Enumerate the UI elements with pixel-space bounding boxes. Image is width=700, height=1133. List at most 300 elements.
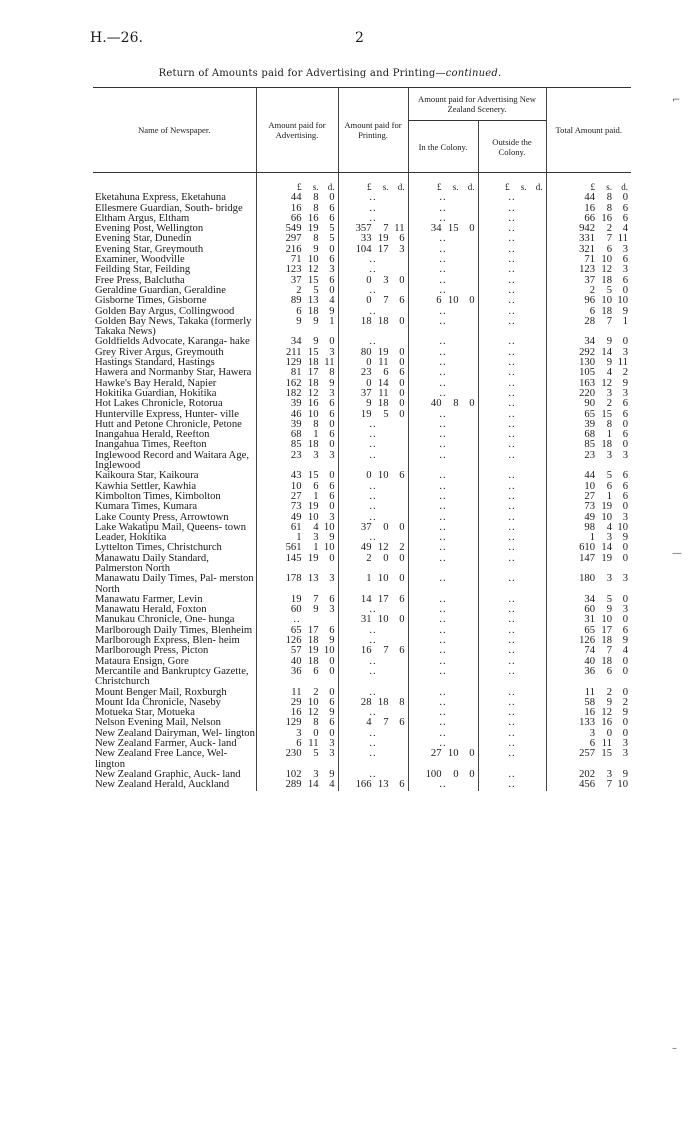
- newspaper-name: Goldfields Advocate, Karanga- hake: [95, 337, 250, 348]
- amount-out: ..: [478, 399, 546, 409]
- newspaper-name: New Zealand Free Lance, Wel- lington: [95, 749, 228, 770]
- amount-prn: 357 7 11: [338, 224, 408, 234]
- amount-in: ..: [408, 688, 478, 698]
- table-row: [93, 595, 631, 605]
- newspaper-name: Grey River Argus, Greymouth: [95, 347, 224, 358]
- amount-in: ..: [408, 636, 478, 646]
- amount-in: ..: [408, 646, 478, 656]
- table-row: [93, 420, 631, 430]
- amount-in: ..: [408, 245, 478, 255]
- table-row: [93, 440, 631, 450]
- amount-prn: ..: [338, 193, 408, 203]
- amount-in: ..: [408, 451, 478, 472]
- amount-in: ..: [408, 492, 478, 502]
- amount-prn: ..: [338, 502, 408, 512]
- amount-adv: 11 2 0: [256, 688, 338, 698]
- amount-prn: 0 7 6: [338, 296, 408, 306]
- amount-adv: 68 1 6: [256, 430, 338, 440]
- amount-adv: 39 8 0: [256, 420, 338, 430]
- amount-prn: 28 18 8: [338, 698, 408, 708]
- amount-tot: 163 12 9: [546, 379, 631, 389]
- column-header-printing: Amount paid for Printing.: [338, 88, 408, 173]
- newspaper-name: Manawatu Daily Times, Pal- merston North: [95, 574, 254, 595]
- amount-prn: ..: [338, 626, 408, 636]
- table-title-main: Return of Amounts paid for Advertising and Printing—: [158, 68, 446, 79]
- amount-in: ..: [408, 307, 478, 317]
- amount-adv: 39 16 6: [256, 399, 338, 409]
- amount-adv: 43 15 0: [256, 471, 338, 481]
- amount-tot: 27 1 6: [546, 492, 631, 502]
- amount-out: ..: [478, 667, 546, 688]
- amount-tot: 3 0 0: [546, 729, 631, 739]
- amount-prn: ..: [338, 482, 408, 492]
- newspaper-name: Manukau Chronicle, One- hunga: [95, 615, 235, 626]
- amount-in: ..: [408, 523, 478, 533]
- amount-in: ..: [408, 430, 478, 440]
- table-row: [93, 523, 631, 533]
- amount-tot: 126 18 9: [546, 636, 631, 646]
- newspaper-name: Hot Lakes Chronicle, Rotorua: [95, 399, 223, 410]
- amount-in: ..: [408, 204, 478, 214]
- amount-in: ..: [408, 471, 478, 481]
- amount-tot: 34 9 0: [546, 337, 631, 347]
- amount-adv: 129 18 11: [256, 358, 338, 368]
- amount-in: ..: [408, 358, 478, 368]
- amount-adv: 216 9 0: [256, 245, 338, 255]
- amount-adv: 85 18 0: [256, 440, 338, 450]
- newspaper-name: Manawatu Herald, Foxton: [95, 605, 207, 616]
- newspaper-name: Golden Bay News, Takaka (formerly Takaka News): [95, 316, 252, 338]
- amount-out: ..: [478, 245, 546, 255]
- amount-out: ..: [478, 718, 546, 728]
- amount-tot: 105 4 2: [546, 368, 631, 378]
- amount-in: ..: [408, 420, 478, 430]
- amount-in: ..: [408, 543, 478, 553]
- amount-in: ..: [408, 502, 478, 512]
- amount-out: ..: [478, 389, 546, 399]
- newspaper-name: Marlborough Daily Times, Blenheim: [95, 625, 253, 636]
- amount-adv: 182 12 3: [256, 389, 338, 399]
- amount-out: ..: [478, 234, 546, 244]
- table-row: [93, 749, 631, 770]
- newspaper-name: Eltham Argus, Eltham: [95, 213, 190, 224]
- newspaper-name: Feilding Star, Feilding: [95, 265, 191, 276]
- column-header-outside-colony: Outside the Colony.: [478, 121, 546, 173]
- table-row: [93, 729, 631, 739]
- table-row: [93, 502, 631, 512]
- amount-tot: 39 8 0: [546, 420, 631, 430]
- amount-prn: ..: [338, 513, 408, 523]
- amount-out: ..: [478, 698, 546, 708]
- amount-out: ..: [478, 296, 546, 306]
- amount-in: ..: [408, 533, 478, 543]
- amount-out: ..: [478, 193, 546, 203]
- amount-prn: 16 7 6: [338, 646, 408, 656]
- document-reference: H.—26.: [90, 30, 143, 46]
- newspaper-name: Inglewood Record and Waitara Age, Inglewood: [95, 450, 249, 472]
- amount-adv: 89 13 4: [256, 296, 338, 306]
- amount-tot: 456 7 10: [546, 780, 631, 790]
- amount-in: ..: [408, 193, 478, 203]
- table-row: [93, 626, 631, 636]
- amount-adv: 6 11 3: [256, 739, 338, 749]
- amount-in: 100 0 0: [408, 770, 478, 780]
- amount-out: ..: [478, 358, 546, 368]
- column-header-in-colony: In the Colony.: [408, 121, 478, 173]
- amount-prn: ..: [338, 204, 408, 214]
- amount-adv: 297 8 5: [256, 234, 338, 244]
- amount-out: ..: [478, 471, 546, 481]
- amount-prn: ..: [338, 729, 408, 739]
- amount-out: ..: [478, 626, 546, 636]
- amount-tot: 292 14 3: [546, 348, 631, 358]
- amount-prn: ..: [338, 420, 408, 430]
- table-row: [93, 317, 631, 338]
- amount-tot: 98 4 10: [546, 523, 631, 533]
- amount-tot: 90 2 6: [546, 399, 631, 409]
- amount-adv: 9 9 1: [256, 317, 338, 338]
- table-row: [93, 389, 631, 399]
- amount-out: ..: [478, 482, 546, 492]
- amount-adv: 44 8 0: [256, 193, 338, 203]
- amount-prn: ..: [338, 657, 408, 667]
- amount-adv: 57 19 10: [256, 646, 338, 656]
- newspaper-name: Lake Wakatipu Mail, Queens- town: [95, 522, 247, 533]
- newspaper-name: Examiner, Woodville: [95, 255, 185, 266]
- table-row: [93, 430, 631, 440]
- amount-out: ..: [478, 523, 546, 533]
- amount-in: ..: [408, 276, 478, 286]
- newspaper-name: Inangahua Herald, Reefton: [95, 430, 210, 441]
- amount-out: ..: [478, 379, 546, 389]
- amount-out: ..: [478, 739, 546, 749]
- amount-out: ..: [478, 770, 546, 780]
- amount-in: ..: [408, 410, 478, 420]
- amount-prn: 23 6 6: [338, 368, 408, 378]
- amount-adv: 211 15 3: [256, 348, 338, 358]
- table-row: [93, 471, 631, 481]
- amount-adv: 16 12 9: [256, 708, 338, 718]
- amount-adv: 19 7 6: [256, 595, 338, 605]
- amount-prn: ..: [338, 533, 408, 543]
- amount-adv: 129 8 6: [256, 718, 338, 728]
- newspaper-name: Kaikoura Star, Kaikoura: [95, 471, 199, 482]
- amount-adv: 49 10 3: [256, 513, 338, 523]
- table-row: [93, 482, 631, 492]
- amount-adv: 60 9 3: [256, 605, 338, 615]
- amount-tot: 130 9 11: [546, 358, 631, 368]
- amount-tot: 6 18 9: [546, 307, 631, 317]
- amount-tot: 147 19 0: [546, 554, 631, 575]
- newspaper-name: Hastings Standard, Hastings: [95, 358, 215, 369]
- newspaper-name: Hawke's Bay Herald, Napier: [95, 378, 217, 389]
- amount-in: ..: [408, 574, 478, 595]
- amount-in: ..: [408, 317, 478, 338]
- amount-adv: 230 5 3: [256, 749, 338, 770]
- amount-adv: 46 10 6: [256, 410, 338, 420]
- amount-tot: 6 11 3: [546, 739, 631, 749]
- newspaper-name: Motueka Star, Motueka: [95, 708, 195, 719]
- column-header-name: Name of Newspaper.: [93, 88, 256, 173]
- amount-in: ..: [408, 482, 478, 492]
- newspaper-name: Lake County Press, Arrowtown: [95, 512, 229, 523]
- amount-tot: 16 8 6: [546, 204, 631, 214]
- newspaper-name: Hutt and Petone Chronicle, Petone: [95, 419, 242, 430]
- amount-adv: 102 3 9: [256, 770, 338, 780]
- amount-in: ..: [408, 780, 478, 790]
- table-row: [93, 646, 631, 656]
- amount-adv: 61 4 10: [256, 523, 338, 533]
- table-row: [93, 286, 631, 296]
- amount-prn: 166 13 6: [338, 780, 408, 790]
- amount-in: 34 15 0: [408, 224, 478, 234]
- amount-adv: 71 10 6: [256, 255, 338, 265]
- amount-tot: 16 12 9: [546, 708, 631, 718]
- amount-tot: 49 10 3: [546, 513, 631, 523]
- amount-adv: 10 6 6: [256, 482, 338, 492]
- table-row: [93, 657, 631, 667]
- amount-prn: ..: [338, 739, 408, 749]
- amount-prn: ..: [338, 605, 408, 615]
- amount-out: ..: [478, 410, 546, 420]
- amount-out: ..: [478, 657, 546, 667]
- amount-adv: ..: [256, 615, 338, 625]
- amount-out: ..: [478, 646, 546, 656]
- amount-tot: 133 16 0: [546, 718, 631, 728]
- amount-tot: 321 6 3: [546, 245, 631, 255]
- newspaper-name: New Zealand Dairyman, Wel- lington: [95, 728, 255, 739]
- amount-adv: 549 19 5: [256, 224, 338, 234]
- amount-adv: 40 18 0: [256, 657, 338, 667]
- amount-tot: 11 2 0: [546, 688, 631, 698]
- amount-adv: 6 18 9: [256, 307, 338, 317]
- amount-tot: 44 8 0: [546, 193, 631, 203]
- newspaper-name: Kumara Times, Kumara: [95, 502, 198, 513]
- amount-in: ..: [408, 708, 478, 718]
- newspaper-name: Marlborough Press, Picton: [95, 646, 209, 657]
- amount-out: ..: [478, 492, 546, 502]
- amount-out: ..: [478, 780, 546, 790]
- newspaper-name: Mount Ida Chronicle, Naseby: [95, 697, 221, 708]
- amount-out: ..: [478, 214, 546, 224]
- amount-prn: 0 11 0: [338, 358, 408, 368]
- amount-tot: 68 1 6: [546, 430, 631, 440]
- newspaper-name: Golden Bay Argus, Collingwood: [95, 306, 235, 317]
- table-row: [93, 276, 631, 286]
- table-row: [93, 780, 631, 790]
- amount-prn: ..: [338, 749, 408, 770]
- amount-out: ..: [478, 255, 546, 265]
- amount-tot: 331 7 11: [546, 234, 631, 244]
- amount-out: ..: [478, 554, 546, 575]
- amount-adv: 126 18 9: [256, 636, 338, 646]
- amount-prn: ..: [338, 265, 408, 275]
- amount-in: ..: [408, 368, 478, 378]
- amount-tot: 40 18 0: [546, 657, 631, 667]
- amount-in: ..: [408, 595, 478, 605]
- amount-prn: 19 5 0: [338, 410, 408, 420]
- newspaper-name: Hawera and Normanby Star, Hawera: [95, 368, 252, 379]
- amount-adv: 34 9 0: [256, 337, 338, 347]
- amount-out: ..: [478, 204, 546, 214]
- amount-tot: 36 6 0: [546, 667, 631, 688]
- table-row: [93, 193, 631, 203]
- newspaper-name: Mataura Ensign, Gore: [95, 656, 189, 667]
- newspaper-name: Geraldine Guardian, Geraldine: [95, 285, 226, 296]
- amount-tot: 65 15 6: [546, 410, 631, 420]
- amount-adv: 561 1 10: [256, 543, 338, 553]
- amount-prn: ..: [338, 708, 408, 718]
- amount-out: ..: [478, 348, 546, 358]
- amount-adv: 37 15 6: [256, 276, 338, 286]
- amount-out: ..: [478, 265, 546, 275]
- newspaper-name: Evening Star, Greymouth: [95, 244, 204, 255]
- newspaper-name: Inangahua Times, Reefton: [95, 440, 207, 451]
- amount-in: ..: [408, 513, 478, 523]
- table-row: [93, 410, 631, 420]
- column-header-advertising: Amount paid for Advertising.: [256, 88, 338, 173]
- amount-adv: 1 3 9: [256, 533, 338, 543]
- amount-out: ..: [478, 307, 546, 317]
- margin-mark: ⌐: [672, 95, 681, 106]
- table-row: [93, 368, 631, 378]
- amount-prn: 14 17 6: [338, 595, 408, 605]
- amount-in: ..: [408, 379, 478, 389]
- amount-out: ..: [478, 636, 546, 646]
- amount-out: ..: [478, 615, 546, 625]
- amount-out: ..: [478, 688, 546, 698]
- amount-in: ..: [408, 440, 478, 450]
- newspaper-name: Kawhia Settler, Kawhia: [95, 481, 197, 492]
- newspaper-name: New Zealand Graphic, Auck- land: [95, 769, 241, 780]
- amount-prn: 37 0 0: [338, 523, 408, 533]
- amount-adv: 289 14 4: [256, 780, 338, 790]
- amount-tot: 610 14 0: [546, 543, 631, 553]
- amount-tot: 10 6 6: [546, 482, 631, 492]
- amount-out: ..: [478, 430, 546, 440]
- amount-adv: 145 19 0: [256, 554, 338, 575]
- amount-out: ..: [478, 451, 546, 472]
- returns-table: [93, 87, 631, 791]
- margin-mark: –: [672, 1043, 677, 1054]
- table-row: [93, 718, 631, 728]
- amount-out: ..: [478, 533, 546, 543]
- amount-adv: 16 8 6: [256, 204, 338, 214]
- table-title-continued: continued.: [445, 68, 502, 79]
- amount-prn: ..: [338, 770, 408, 780]
- table-title: [90, 68, 570, 79]
- amount-tot: 37 18 6: [546, 276, 631, 286]
- amount-tot: 123 12 3: [546, 265, 631, 275]
- amount-adv: 36 6 0: [256, 667, 338, 688]
- amount-out: ..: [478, 605, 546, 615]
- amount-in: ..: [408, 348, 478, 358]
- column-header-total: Total Amount paid.: [546, 88, 631, 173]
- newspaper-name: New Zealand Herald, Auckland: [95, 780, 230, 791]
- amount-prn: ..: [338, 337, 408, 347]
- amount-in: ..: [408, 657, 478, 667]
- newspaper-name: Ellesmere Guardian, South- bridge: [95, 203, 243, 214]
- amount-prn: 18 18 0: [338, 317, 408, 338]
- amount-adv: 162 18 9: [256, 379, 338, 389]
- amount-tot: 60 9 3: [546, 605, 631, 615]
- newspaper-name: Manawatu Daily Standard, Palmerston North: [95, 553, 209, 574]
- amount-prn: 2 0 0: [338, 554, 408, 575]
- amount-prn: 104 17 3: [338, 245, 408, 255]
- amount-out: ..: [478, 749, 546, 770]
- amount-out: ..: [478, 513, 546, 523]
- amount-prn: ..: [338, 430, 408, 440]
- amount-prn: 1 10 0: [338, 574, 408, 595]
- newspaper-name: Lyttelton Times, Christchurch: [95, 543, 222, 554]
- amount-tot: 180 3 3: [546, 574, 631, 595]
- amount-adv: 29 10 6: [256, 698, 338, 708]
- amount-in: ..: [408, 265, 478, 275]
- table-row: [93, 255, 631, 265]
- amount-tot: 220 3 3: [546, 389, 631, 399]
- amount-tot: 257 15 3: [546, 749, 631, 770]
- amount-out: ..: [478, 574, 546, 595]
- newspaper-name: Eketahuna Express, Eketahuna: [95, 193, 226, 204]
- table-row: [93, 667, 631, 688]
- amount-in: ..: [408, 255, 478, 265]
- amount-prn: 9 18 0: [338, 399, 408, 409]
- amount-adv: 23 3 3: [256, 451, 338, 472]
- amount-in: ..: [408, 234, 478, 244]
- amount-prn: ..: [338, 667, 408, 688]
- table-row: [93, 296, 631, 306]
- table-row: [93, 492, 631, 502]
- table-body: [93, 173, 631, 791]
- table-row: [93, 543, 631, 553]
- newspaper-name: Gisborne Times, Gisborne: [95, 296, 207, 307]
- amount-in: ..: [408, 605, 478, 615]
- amount-in: ..: [408, 286, 478, 296]
- amount-prn: ..: [338, 307, 408, 317]
- amount-tot: 1 3 9: [546, 533, 631, 543]
- amount-in: ..: [408, 718, 478, 728]
- amount-in: 40 8 0: [408, 399, 478, 409]
- margin-mark: —: [672, 548, 682, 559]
- amount-prn: ..: [338, 214, 408, 224]
- page-number: 2: [355, 30, 364, 46]
- table-row: [93, 698, 631, 708]
- amount-prn: ..: [338, 255, 408, 265]
- amount-tot: 85 18 0: [546, 440, 631, 450]
- column-header-scenery: Amount paid for Advertising New Zealand Scenery.: [408, 88, 546, 121]
- newspaper-name: Leader, Hokitika: [95, 533, 167, 544]
- amount-prn: ..: [338, 492, 408, 502]
- amount-tot: 65 17 6: [546, 626, 631, 636]
- amount-prn: ..: [338, 636, 408, 646]
- amount-tot: 31 10 0: [546, 615, 631, 625]
- amount-out: ..: [478, 368, 546, 378]
- table-row: [93, 554, 631, 575]
- table-row: [93, 348, 631, 358]
- amount-in: ..: [408, 667, 478, 688]
- amount-adv: 123 12 3: [256, 265, 338, 275]
- amount-in: ..: [408, 554, 478, 575]
- newspaper-name: Hunterville Express, Hunter- ville: [95, 409, 239, 420]
- units-row: £ s. d. £ s. d. £ s. d. £ s. d. £ s. d.: [93, 182, 631, 193]
- amount-in: ..: [408, 615, 478, 625]
- page-header: [90, 30, 610, 50]
- table-row: [93, 451, 631, 472]
- amount-prn: 49 12 2: [338, 543, 408, 553]
- amount-prn: 33 19 6: [338, 234, 408, 244]
- amount-in: ..: [408, 626, 478, 636]
- amount-out: ..: [478, 440, 546, 450]
